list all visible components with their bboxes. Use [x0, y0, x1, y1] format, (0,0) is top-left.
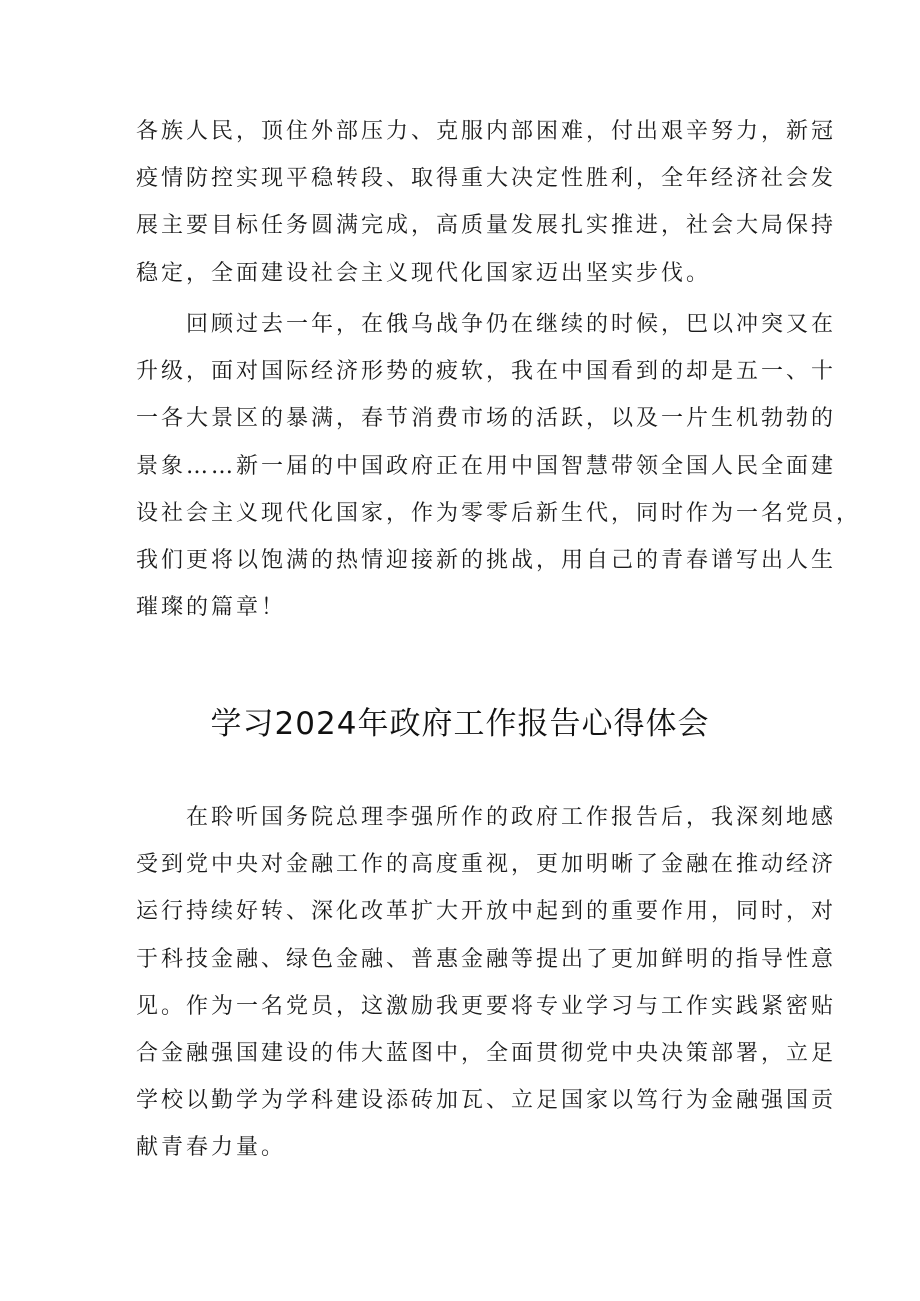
text-line: 稳定，全面建设社会主义现代化国家迈出坚实步伐。	[136, 260, 712, 286]
paragraph-continuation	[136, 108, 837, 297]
paragraph-report-reflection	[136, 794, 837, 1172]
text-line: 献青春力量。	[136, 1135, 287, 1161]
text-line: 各族人民，顶住外部压力、克服内部困难，付出艰辛努力，新冠	[136, 119, 837, 144]
text-line: 运行持续好转、深化改革扩大开放中起到的重要作用，同时，对	[136, 899, 837, 925]
text-line: 见。作为一名党员，这激励我更要将专业学习与工作实践紧密贴	[136, 993, 837, 1019]
section-heading: 学习2024年政府工作报告心得体会	[210, 706, 710, 742]
text-line: 设社会主义现代化国家，作为零零后新生代，同时作为一名党员，	[136, 500, 862, 526]
text-line: 璀璨的篇章！	[136, 595, 287, 621]
text-line: 升级，面对国际经济形势的疲软，我在中国看到的却是五一、十	[136, 359, 837, 385]
text-line: 展主要目标任务圆满完成，高质量发展扎实推进，社会大局保持	[136, 213, 837, 239]
text-line: 在聆听国务院总理李强所作的政府工作报告后，我深刻地感	[186, 805, 837, 830]
text-line: 合金融强国建设的伟大蓝图中，全面贯彻党中央决策部署，立足	[136, 1040, 837, 1066]
text-line: 学校以勤学为学科建设添砖加瓦、立足国家以笃行为金融强国贡	[136, 1088, 837, 1114]
paragraph-review	[136, 301, 862, 631]
text-line: 一各大景区的暴满，春节消费市场的活跃，以及一片生机勃勃的	[136, 406, 837, 432]
text-line: 我们更将以饱满的热情迎接新的挑战，用自己的青春谱写出人生	[136, 547, 837, 573]
text-line: 回顾过去一年，在俄乌战争仍在继续的时候，巴以冲突又在	[186, 312, 837, 337]
text-line: 疫情防控实现平稳转段、取得重大决定性胜利，全年经济社会发	[136, 166, 837, 192]
text-line: 于科技金融、绿色金融、普惠金融等提出了更加鲜明的指导性意	[136, 946, 837, 972]
text-line: 景象……新一届的中国政府正在用中国智慧带领全国人民全面建	[136, 453, 837, 479]
text-line: 受到党中央对金融工作的高度重视，更加明晰了金融在推动经济	[136, 852, 837, 878]
